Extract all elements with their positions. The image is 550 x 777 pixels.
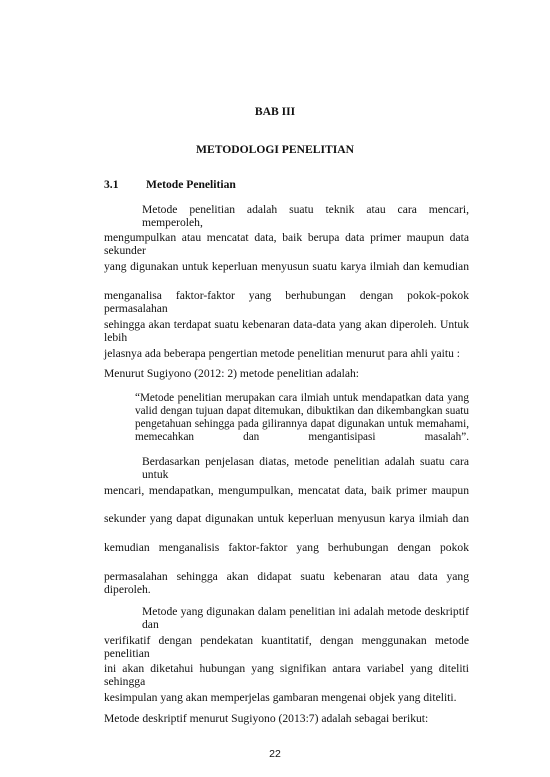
paragraph3-line: kesimpulan yang akan memperjelas gambaran mengenai objek yang diteliti. (104, 691, 457, 704)
paragraph2-line: sekunder yang dapat digunakan untuk keperluan menyusun karya ilmiah dan (104, 512, 469, 525)
paragraph1-line: Metode penelitian adalah suatu teknik atau cara mencari, memperoleh, (142, 203, 469, 229)
paragraph1-line: jelasnya ada beberapa pengertian metode penelitian menurut para ahli yaitu : (104, 347, 461, 360)
chapter-heading: BAB III (254, 105, 296, 118)
paragraph3-line: Metode yang digunakan dalam penelitian ini adalah metode deskriptif dan (142, 605, 469, 631)
paragraph1-line: yang digunakan untuk keperluan menyusun suatu karya ilmiah dan kemudian (104, 260, 469, 273)
section-title: Metode Penelitian (146, 178, 236, 191)
paragraph3-line: verifikatif dengan pendekatan kuantitatif, dengan menggunakan metode penelitian (104, 634, 469, 660)
quote-line: “Metode penelitian merupakan cara ilmiah untuk mendapatkan data yang (135, 392, 469, 404)
chapter-title: METODOLOGI PENELITIAN (196, 143, 354, 156)
paragraph2-line: Berdasarkan penjelasan diatas, metode penelitian adalah suatu cara untuk (142, 455, 469, 481)
page-number: 22 (269, 748, 281, 760)
paragraph1-line: mengumpulkan atau mencatat data, baik berupa data primer maupun data sekunder (104, 231, 469, 257)
paragraph1-line: sehingga akan terdapat suatu kebenaran data-data yang akan diperoleh. Untuk lebih (104, 318, 469, 344)
quote-line: memecahkan dan mengantisipasi masalah”. (135, 431, 469, 443)
section-number: 3.1 (104, 178, 119, 191)
quote-line: pengetahuan sehingga pada gilirannya dapat digunakan untuk memahami, (135, 418, 469, 430)
paragraph3-line: ini akan diketahui hubungan yang signifikan antara variabel yang diteliti sehingga (104, 662, 469, 688)
closing-line: Metode deskriptif menurut Sugiyono (2013:7) adalah sebagai berikut: (104, 712, 429, 725)
paragraph1-line: menganalisa faktor-faktor yang berhubungan dengan pokok-pokok permasalahan (104, 289, 469, 315)
paragraph2-line: mencari, mendapatkan, mengumpulkan, mencatat data, baik primer maupun (104, 484, 469, 497)
paragraph2-line: kemudian menganalisis faktor-faktor yang berhubungan dengan pokok (104, 541, 469, 554)
quote-intro: Menurut Sugiyono (2012: 2) metode penelitian adalah: (104, 367, 360, 380)
paragraph2-line: permasalahan sehingga akan didapat suatu kebenaran atau data yang diperoleh. (104, 570, 469, 596)
quote-line: valid dengan tujuan dapat ditemukan, dibuktikan dan dikembangkan suatu (135, 405, 469, 417)
